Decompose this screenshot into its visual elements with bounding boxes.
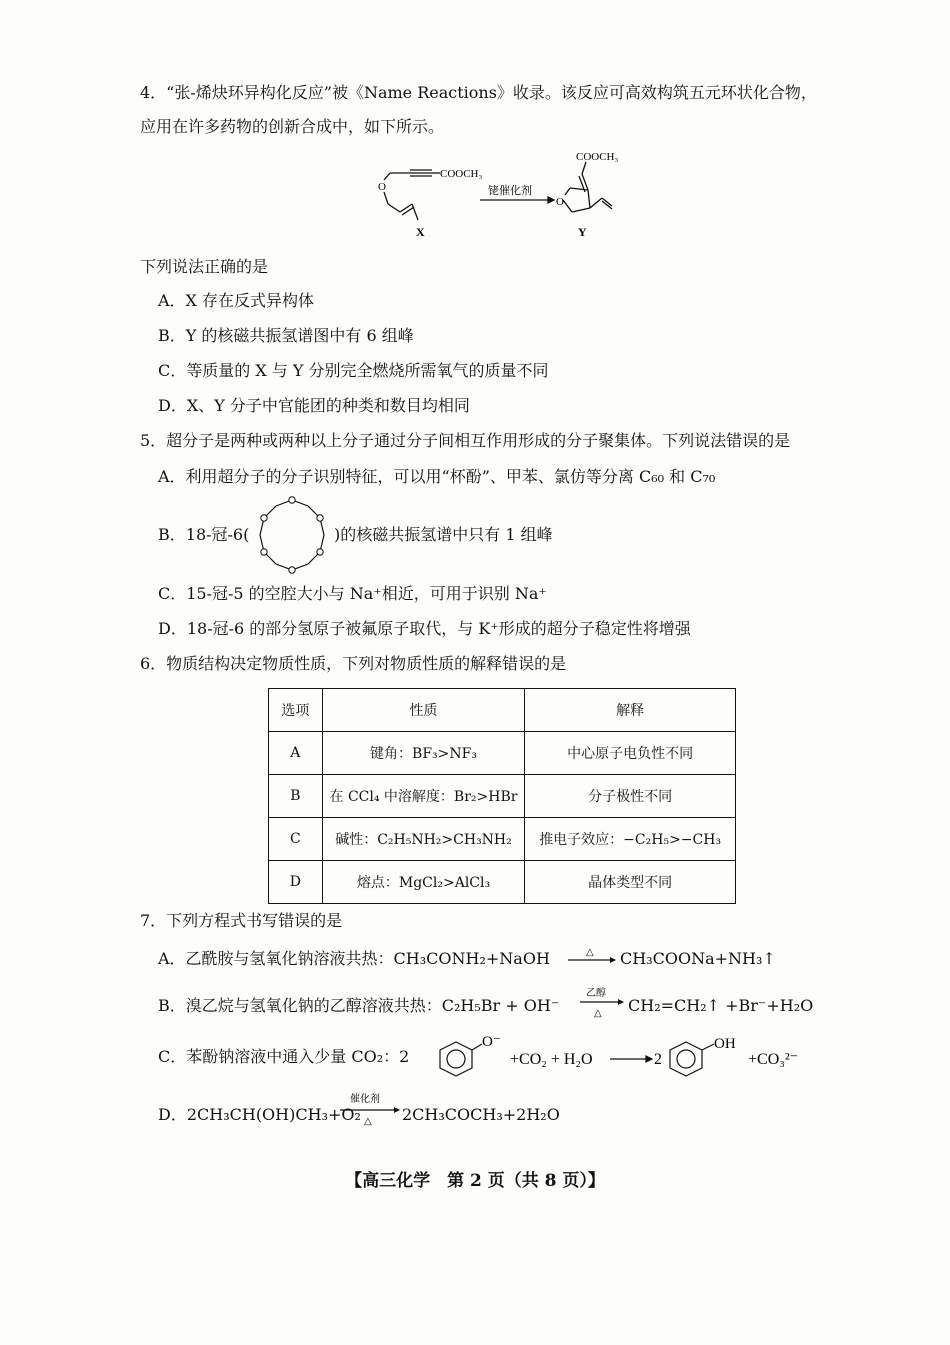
y-ring-oxygen: O [556,196,564,208]
x-ester-group: COOCH₃ [440,168,483,180]
cell-option: A [269,732,323,775]
cell-explanation: 中心原子电负性不同 [525,732,736,775]
header-option: 选项 [269,689,323,732]
q7-option-c-text: C．苯酚钠溶液中通入少量 CO₂：2 [158,1047,410,1066]
q7-d-arrow [338,1090,402,1134]
q7-b-condition-top: 乙醇 [586,988,606,999]
header-property: 性质 [322,689,525,732]
cell-explanation: 分子极性不同 [525,775,736,818]
phenoxide-ring [440,1042,482,1076]
cell-option: B [269,775,323,818]
cell-explanation: 推电子效应：−C₂H₅>−CH₃ [525,818,736,861]
q4-option-d: D．X、Y 分子中官能团的种类和数目均相同 [158,396,470,415]
page-footer: 【高三化学 第 2 页（共 8 页）】 [345,1171,605,1191]
reaction-arrow [480,197,554,203]
q4-option-c: C．等质量的 X 与 Y 分别完全燃烧所需氧气的质量不同 [158,361,549,380]
q7-option-d-products: 2CH₃COCH₃+2H₂O [402,1105,560,1124]
q7-d-condition-bottom: △ [364,1116,372,1127]
q7-a-arrow [566,944,618,972]
q7-c-coefficient: 2 [654,1051,662,1068]
q7-c-tail: +CO₃²⁻ [748,1051,799,1068]
table-row [269,818,736,861]
cell-explanation: 晶体类型不同 [525,861,736,904]
y-label: Y [578,225,587,239]
q7-stem: 7．下列方程式书写错误的是 [140,911,343,930]
table-header-row [269,689,736,732]
molecule-x [384,170,440,220]
q7-option-a-reactants: A．乙酰胺与氢氧化钠溶液共热：CH₃CONH₂+NaOH [158,949,550,968]
q7-option-d-reactants: D．2CH₃CH(OH)CH₃+O₂ [158,1105,361,1124]
cell-property: 在 CCl₄ 中溶解度：Br₂>HBr [322,775,525,818]
q4-reaction-scheme [360,148,630,243]
q4-stem-line1: 4．“张-烯炔环异构化反应”被《Name Reactions》收录。该反应可高效构筑五元环状化合物， [140,83,817,102]
q6-stem: 6．物质结构决定物质性质，下列对物质性质的解释错误的是 [140,654,567,673]
molecule-y [563,162,612,212]
crown-ether-18-6-structure [252,496,332,574]
phenol-ring [670,1042,714,1076]
phenol-oh: OH [714,1036,736,1052]
x-ring-oxygen: O [378,181,386,193]
q5-option-a: A．利用超分子的分子识别特征，可以用“杯酚”、甲苯、氯仿等分离 C₆₀ 和 C₇₀ [158,467,716,486]
cell-property: 碱性：C₂H₅NH₂>CH₃NH₂ [322,818,525,861]
y-ester-group: COOCH₃ [576,151,619,163]
table-row [269,861,736,904]
q7-d-condition-top: 催化剂 [350,1094,380,1105]
table-row [269,775,736,818]
q7-c-middle: +CO₂ + H₂O [510,1051,593,1068]
cell-option: C [269,818,323,861]
q5-option-b-suffix: )的核磁共振氢谱中只有 1 组峰 [334,525,553,544]
q7-c-equation [432,1028,812,1084]
table-row [269,732,736,775]
q7-a-condition: △ [586,947,594,958]
q7-option-a-products: CH₃COONa+NH₃↑ [620,949,776,968]
cell-property: 熔点：MgCl₂>AlCl₃ [322,861,525,904]
q5-option-b-prefix: B．18-冠-6( [158,525,250,544]
q7-c-arrow [610,1056,652,1062]
q5-stem: 5．超分子是两种或两种以上分子通过分子间相互作用形成的分子聚集体。下列说法错误的是 [140,431,791,450]
x-label: X [416,225,425,239]
catalyst-label: 铑催化剂 [488,185,532,197]
q4-stem-line2: 应用在许多药物的创新合成中，如下所示。 [140,117,445,136]
q7-option-b-products: CH₂=CH₂↑ +Br⁻+H₂O [628,996,814,1015]
q7-option-b-reactants: B．溴乙烷与氢氧化钠的乙醇溶液共热：C₂H₅Br + OH⁻ [158,996,560,1015]
q7-b-arrow [578,984,626,1026]
q4-option-a: A．X 存在反式异构体 [158,291,315,310]
q6-table [268,688,736,904]
cell-option: D [269,861,323,904]
q4-prompt: 下列说法正确的是 [140,257,269,276]
q5-option-d: D．18-冠-6 的部分氢原子被氟原子取代，与 K⁺形成的超分子稳定性将增强 [158,619,691,638]
cell-property: 键角：BF₃>NF₃ [322,732,525,775]
phenoxide-o-minus: O⁻ [482,1034,501,1050]
q7-b-condition-bottom: △ [594,1008,602,1019]
q4-option-b: B．Y 的核磁共振氢谱图中有 6 组峰 [158,326,414,345]
header-explanation: 解释 [525,689,736,732]
q5-option-c: C．15-冠-5 的空腔大小与 Na⁺相近，可用于识别 Na⁺ [158,584,547,603]
